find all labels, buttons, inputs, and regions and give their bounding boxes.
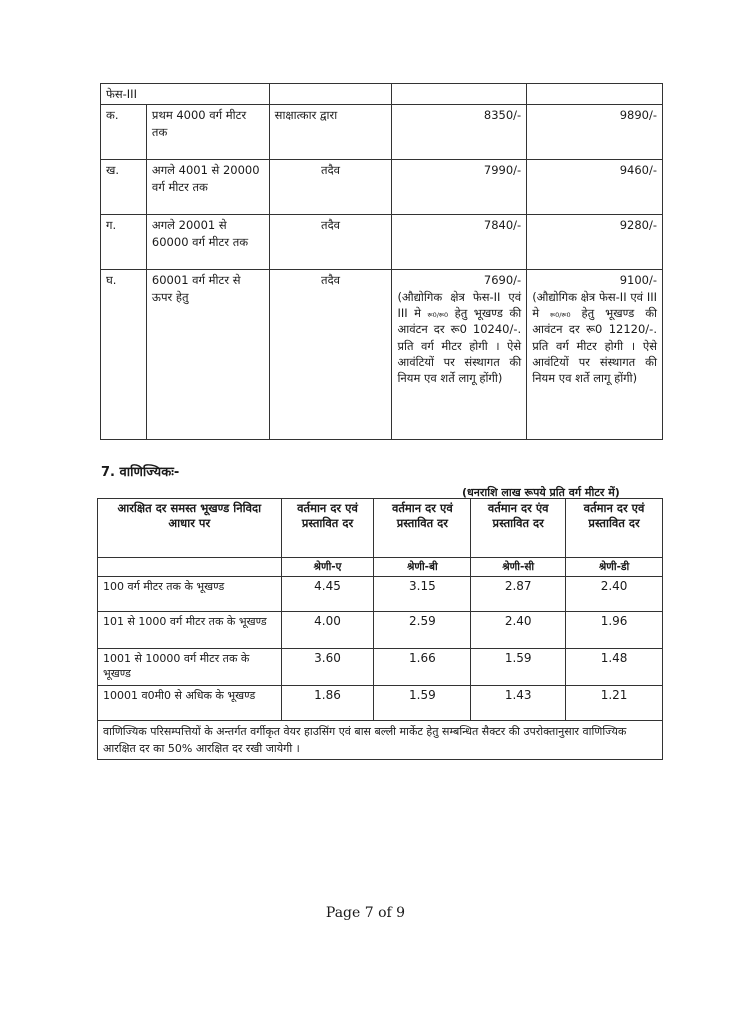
range-cell: 60001 वर्ग मीटर से ऊपर हेतु — [146, 270, 269, 440]
range-cell: अगले 4001 से 20000 वर्ग मीटर तक — [146, 160, 269, 215]
rate-note — [532, 289, 657, 387]
note-text: (औद्योगिक क्षेत्र फेस-II एवं III मे — [532, 289, 657, 320]
section-heading: 7. वाणिज्यिकः- — [101, 465, 180, 480]
table-header-row — [98, 499, 663, 558]
value-cell: 1.59 — [471, 649, 566, 686]
value-cell: 1.66 — [374, 649, 471, 686]
rate-cell-with-note — [392, 270, 527, 440]
serial-cell: ग. — [101, 215, 147, 270]
method-cell: तदैव — [269, 270, 392, 440]
table-footnote-row — [98, 721, 663, 760]
table-row — [101, 215, 663, 270]
phase-label: फेस-III — [101, 84, 270, 105]
rate-note — [397, 289, 521, 387]
note-text: (औद्योगिक क्षेत्र फेस-II एवं III मे — [397, 289, 522, 320]
row-label: 101 से 1000 वर्ग मीटर तक के भूखण्ड — [98, 612, 282, 649]
rate-cell: 8350/- — [392, 105, 527, 160]
table-row — [98, 649, 663, 686]
rate-value: 7690/- — [483, 273, 522, 288]
row-label: 1001 से 10000 वर्ग मीटर तक के भूखण्ड — [98, 649, 282, 686]
unit-note: (धनराशि लाख रूपये प्रति वर्ग मीटर में) — [462, 486, 620, 499]
value-cell: 4.00 — [281, 612, 374, 649]
value-cell: 4.45 — [281, 577, 374, 612]
page-number: Page 7 of 9 — [325, 905, 406, 921]
value-cell: 1.43 — [471, 686, 566, 721]
value-cell: 1.86 — [281, 686, 374, 721]
commercial-rate-table — [97, 498, 663, 760]
header-cell: वर्तमान दर एवं प्रस्तावित दर — [566, 499, 663, 558]
value-cell: 1.21 — [566, 686, 663, 721]
method-cell: तदैव — [269, 215, 392, 270]
category-cell: श्रेणी-बी — [374, 558, 471, 577]
table-row — [101, 105, 663, 160]
table-row — [101, 84, 663, 105]
header-cell: वर्तमान दर एवं प्रस्तावित दर — [374, 499, 471, 558]
rate-cell: 7990/- — [392, 160, 527, 215]
value-cell: 2.40 — [566, 577, 663, 612]
value-cell: 2.40 — [471, 612, 566, 649]
method-cell: साक्षात्कार द्वारा — [269, 105, 392, 160]
category-row — [98, 558, 663, 577]
table-row — [101, 270, 663, 440]
note-symbol: रू0/रू0 — [550, 310, 571, 319]
value-cell: 3.15 — [374, 577, 471, 612]
rate-cell-with-note — [527, 270, 663, 440]
serial-cell: घ. — [101, 270, 147, 440]
table-row — [98, 686, 663, 721]
method-cell: तदैव — [269, 160, 392, 215]
serial-cell: ख. — [101, 160, 147, 215]
serial-cell: क. — [101, 105, 147, 160]
rate-cell: 9890/- — [527, 105, 663, 160]
note-symbol: रू0/रू0 — [427, 310, 449, 319]
rate-cell: 9280/- — [527, 215, 663, 270]
table-row — [98, 612, 663, 649]
phase3-rate-table — [100, 83, 663, 440]
category-cell: श्रेणी-ए — [281, 558, 374, 577]
value-cell: 3.60 — [281, 649, 374, 686]
table-row — [98, 577, 663, 612]
value-cell: 1.59 — [374, 686, 471, 721]
header-cell: आरक्षित दर समस्त भूखण्ड निविदा आधार पर — [98, 499, 282, 558]
header-cell: वर्तमान दर एवं प्रस्तावित दर — [281, 499, 374, 558]
rate-cell: 7840/- — [392, 215, 527, 270]
range-cell: अगले 20001 से 60000 वर्ग मीटर तक — [146, 215, 269, 270]
value-cell: 2.59 — [374, 612, 471, 649]
table-row — [101, 160, 663, 215]
row-label: 10001 व0मी0 से अधिक के भूखण्ड — [98, 686, 282, 721]
value-cell: 2.87 — [471, 577, 566, 612]
table-footnote: वाणिज्यिक परिसम्पत्तियों के अन्तर्गत वर्गीकृत वेयर हाउसिंग एवं बास बल्ली मार्केट हेतु सम्बन्धित सैक्टर की उपरोक्तानुसार वाणिज्यिक आरक्षित दर का 50% आरक्षित दर रखी जायेगी । — [98, 721, 663, 760]
value-cell: 1.96 — [566, 612, 663, 649]
header-cell: वर्तमान दर एंव प्रस्तावित दर — [471, 499, 566, 558]
rate-value: 9100/- — [619, 273, 657, 288]
category-cell: श्रेणी-सी — [471, 558, 566, 577]
row-label: 100 वर्ग मीटर तक के भूखण्ड — [98, 577, 282, 612]
category-cell: श्रेणी-डी — [566, 558, 663, 577]
range-cell: प्रथम 4000 वर्ग मीटर तक — [146, 105, 269, 160]
note-text: हेतु भूखण्ड की आवंटन दर रू0 12120/-. प्रति वर्ग मीटर होगी । ऐसे आवंटियों पर संस्थागत की नियम एव शर्ते लागू होंगी) — [532, 305, 658, 386]
note-text: हेतु भूखण्ड की आवंटन दर रू0 10240/-. प्रति वर्ग मीटर होगी । ऐसे आवंटियों पर संस्थागत की नियम एव शर्ते लागू होंगी) — [397, 305, 522, 386]
value-cell: 1.48 — [566, 649, 663, 686]
rate-cell: 9460/- — [527, 160, 663, 215]
